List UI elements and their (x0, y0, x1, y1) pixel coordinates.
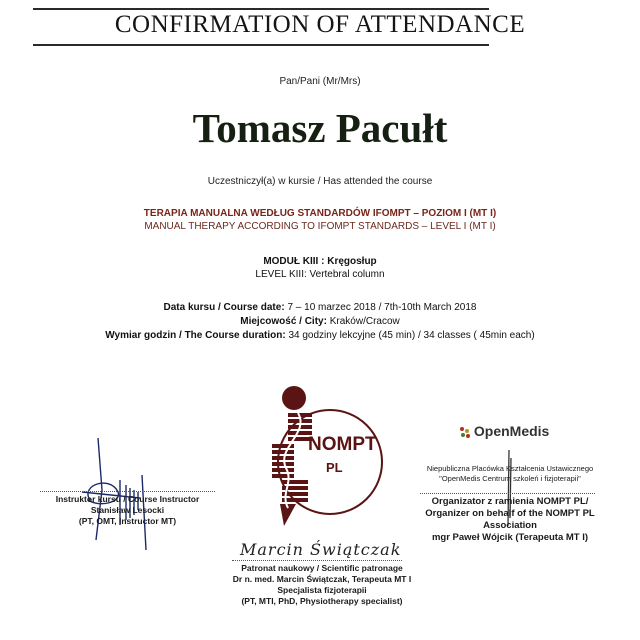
organizer-line2: Organizer on behalf of the NOMPT PL (425, 508, 595, 519)
course-city (0, 316, 640, 327)
nompt-logo-text: NOMPT (308, 434, 377, 455)
module-pl (0, 256, 640, 267)
course-duration-value: 34 godziny lekcyjne (45 min) / 34 classes ( 45min each) (288, 330, 535, 341)
course-title-pl: TERAPIA MANUALNA WEDŁUG STANDARDÓW IFOMPT – POZIOM I (MT I) (143, 208, 497, 219)
patron-role: Patronat naukowy / Scientific patronage (241, 563, 403, 573)
course-duration (0, 330, 640, 341)
organizer-line4: mgr Paweł Wójcik (Terapeuta MT I) (431, 532, 589, 543)
instructor-name: Stanisław Lesocki (90, 505, 165, 515)
instructor-block (40, 494, 215, 527)
instructor-role: Instruktor kursu / Course Instructor (55, 494, 200, 504)
patron-credentials: (PT, MTI, PhD, Physiotherapy specialist) (241, 596, 403, 606)
course-date-label: Data kursu / Course date: (163, 302, 285, 313)
openmedis-line1: Niepubliczna Placówka Kształcenia Ustawicznego (426, 464, 594, 473)
module-pl-label: MODUŁ KIII : (263, 256, 325, 267)
course-title-en: MANUAL THERAPY ACCORDING TO IFOMPT STANDARDS – LEVEL I (MT I) (144, 221, 496, 232)
instructor-signature-line (40, 491, 215, 492)
patron-signature-line (232, 560, 402, 561)
course-city-label: Miejcowość / City: (240, 316, 327, 327)
header-bottom-rule (33, 44, 489, 46)
openmedis-dots-icon (460, 427, 470, 437)
module-en: LEVEL KIII: Vertebral column (255, 269, 385, 280)
organizer-block (405, 496, 615, 544)
patron-name: Dr n. med. Marcin Świątczak, Terapeuta MT I (232, 574, 412, 584)
module-pl-value: Kręgosłup (327, 256, 377, 267)
patron-signature-script: Marcin Świątczak (240, 540, 402, 559)
organizer-line1: Organizator z ramienia NOMPT PL/ (431, 496, 589, 507)
openmedis-logo (460, 423, 549, 439)
openmedis-line2: "OpenMedis Centrum szkoleń i fizjoterapii" (439, 474, 581, 483)
participant-name: Tomasz Pacułt (192, 105, 448, 151)
course-city-value: Kraków/Cracow (329, 316, 400, 327)
instructor-credentials: (PT, OMT, Instructor MT) (78, 516, 177, 526)
page-title: CONFIRMATION OF ATTENDANCE (114, 11, 526, 38)
patron-specialty: Specjalista fizjoterapii (277, 585, 367, 595)
course-duration-label: Wymiar godzin / The Course duration: (105, 330, 286, 341)
course-date (0, 302, 640, 313)
salutation: Pan/Pani (Mr/Mrs) (279, 76, 361, 87)
course-date-value: 7 – 10 marzec 2018 / 7th-10th March 2018 (287, 302, 477, 313)
organizer-signature-line (420, 493, 595, 494)
patron-block (212, 563, 432, 607)
openmedis-brand: OpenMedis (473, 423, 550, 439)
attended-line: Uczestniczył(a) w kursie / Has attended the course (207, 176, 433, 187)
nompt-logo (262, 378, 392, 528)
nompt-logo-sub: PL (326, 460, 343, 475)
organizer-line3: Association (483, 520, 537, 531)
header-top-rule-ext (33, 9, 489, 10)
